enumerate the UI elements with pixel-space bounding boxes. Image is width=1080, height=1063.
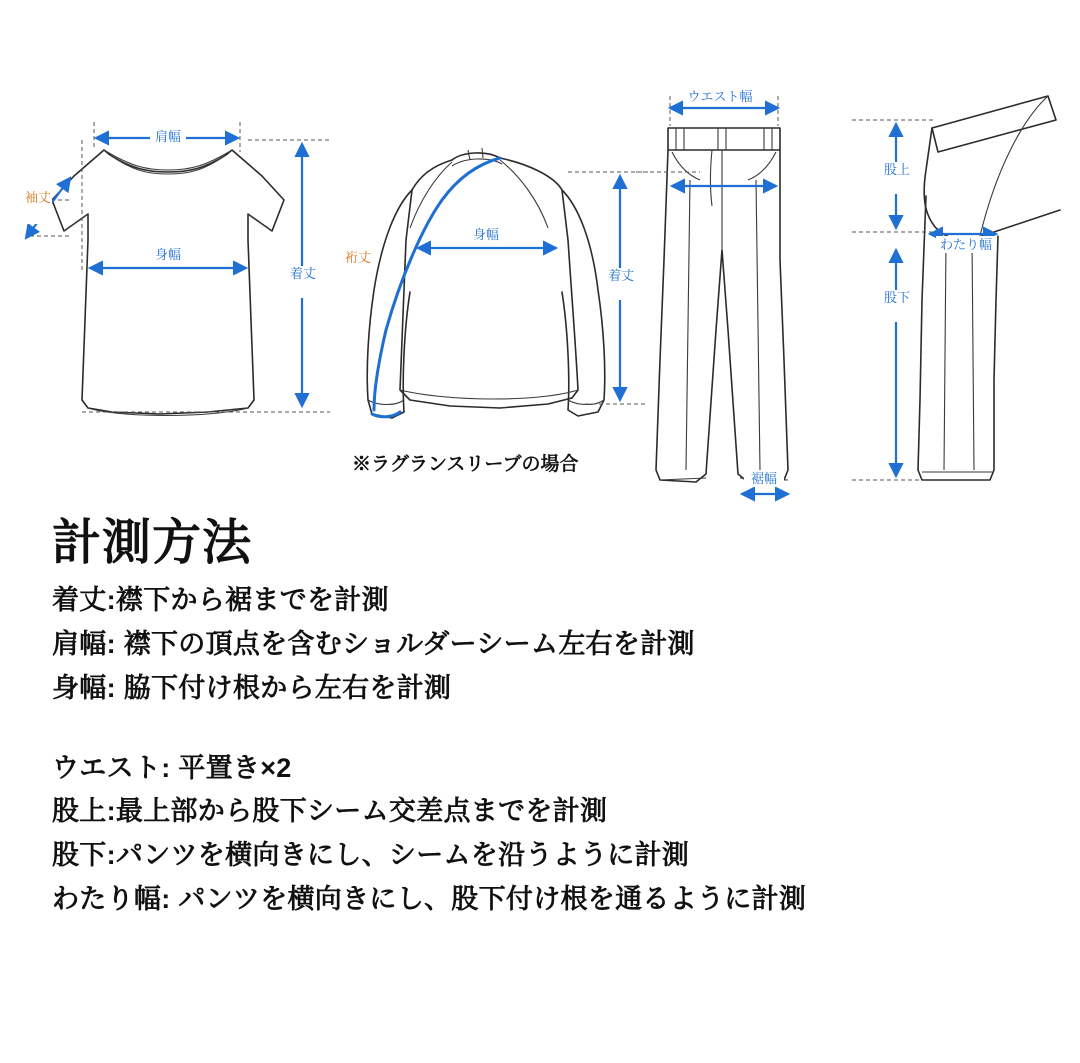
label-sleeve-length: 袖丈 <box>24 190 52 205</box>
pants-front-drawing <box>656 128 788 482</box>
label-shoulder-width: 肩幅 <box>154 129 182 144</box>
label-body-width-raglan: 身幅 <box>472 227 500 242</box>
dimension-length-tshirt <box>288 144 318 406</box>
instruction-tops-shoulder: 肩幅: 襟下の頂点を含むショルダーシーム左右を計測 <box>52 629 695 660</box>
label-sleeve-reach: 裄丈 <box>344 250 372 265</box>
label-sleeve-reach-group <box>345 250 372 284</box>
instruction-tops-bodywidth: 身幅: 脇下付け根から左右を計測 <box>52 672 452 703</box>
instruction-tops-length: 着丈:襟下から裾までを計測 <box>52 585 389 616</box>
measurement-diagram <box>0 0 1080 515</box>
instruction-bottoms-thigh: わたり幅: パンツを横向きにし、股下付け根を通るように計測 <box>52 883 807 914</box>
dimension-inseam <box>882 250 910 476</box>
label-hem-width: 裾幅 <box>750 471 778 486</box>
raglan-drawing <box>367 148 605 418</box>
dimension-body-width-tshirt <box>90 246 246 268</box>
dimension-hem-width <box>742 470 788 494</box>
label-waist-width: ウエスト幅 <box>687 89 753 104</box>
instruction-bottoms-waist: ウエスト: 平置き×2 <box>52 752 292 783</box>
dimension-rise <box>882 124 910 228</box>
instruction-bottoms-rise: 股上:最上部から股下シーム交差点までを計測 <box>52 796 608 827</box>
instructions-block <box>0 515 1080 921</box>
instruction-bottoms-inseam: 股下:パンツを横向きにし、シームを沿うように計測 <box>52 840 690 871</box>
pants-side-drawing <box>918 96 1060 480</box>
dimension-thigh-width <box>930 234 996 253</box>
dimension-waist-width-inner <box>636 172 776 186</box>
page-title: 計測方法 <box>52 516 253 570</box>
label-length-tshirt: 着丈 <box>289 266 317 281</box>
label-thigh-width: わたり幅 <box>939 237 993 252</box>
dimension-body-width-raglan <box>418 226 556 248</box>
paragraph-spacer <box>52 711 1028 747</box>
label-inseam: 股下 <box>883 290 911 305</box>
label-length-raglan: 着丈 <box>607 268 635 283</box>
dimension-length-raglan <box>606 176 636 400</box>
label-body-width-tshirt: 身幅 <box>154 247 182 262</box>
label-rise: 股上 <box>883 162 911 177</box>
tshirt-drawing <box>52 150 284 416</box>
raglan-note: ※ラグランスリーブの場合 <box>352 454 579 475</box>
dimension-waist-width <box>670 88 778 126</box>
dimension-shoulder-width <box>96 128 238 145</box>
